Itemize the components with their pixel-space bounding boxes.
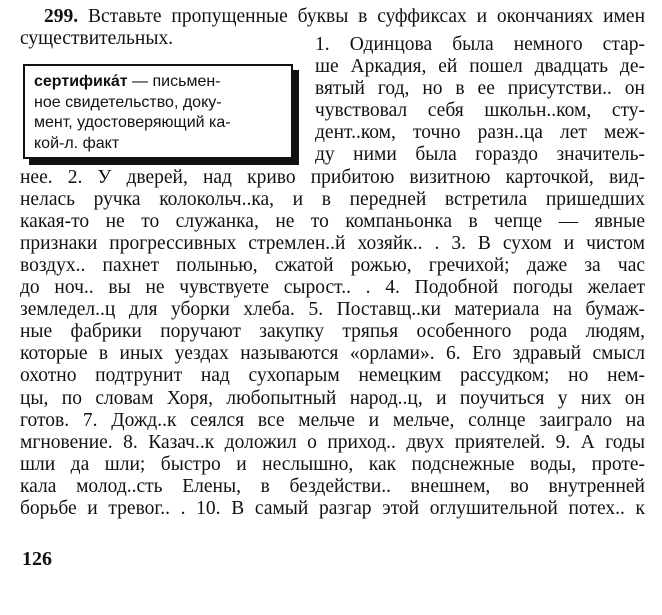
text-line: воздух.. пахнет полынью, сжатой рожью, гречихой; даже за час	[20, 254, 645, 276]
vocab-line	[34, 72, 283, 93]
text-line: нелась ручка колокольч..ка, и в передней встретила пришедших	[20, 188, 645, 210]
text-line: цы, по словам Хоря, любопытный народ..ц, и поучиться у них он	[20, 387, 645, 409]
vocab-definition-line: кой-л. факт	[34, 134, 120, 152]
text-line: до ноч.. вы не чувствуете сырост.. . 4. Подобной погоды желает	[20, 277, 645, 299]
text-line: ше Аркадия, ей пошел двадцать де-	[315, 56, 645, 78]
text-line: шли да шли; быстро и неслышно, как подснежные воды, проте-	[20, 453, 645, 475]
page-number: 126	[22, 548, 52, 570]
vocab-definition-line: письмен-	[152, 73, 221, 90]
vocab-dash: —	[127, 73, 153, 90]
vocab-definition-line: мент, удостоверяющий ка-	[34, 114, 231, 131]
task-number: 299.	[44, 6, 79, 27]
text-line: мгновение. 8. Казач..к доложил о приход.. двух приятелей. 9. А годы	[20, 431, 645, 453]
text-line: дент..ком, точно разн..ца лет меж-	[315, 122, 645, 144]
text-line: вятый год, но в ее присутстви.. он	[315, 78, 645, 100]
text-line: ные фабрики поручают закупку тряпья особенного рода людям,	[20, 321, 645, 343]
text-line: ду ними была гораздо значитель-	[315, 144, 645, 166]
text-line: признаки прогрессивных стремлен..й хозяйк.. . 3. В сухом и чистом	[20, 232, 645, 254]
vocab-term: сертифика́т	[34, 73, 128, 90]
text-line: готов. 7. Дожд..к сеялся все мельче и мельче, солнце заиграло на	[20, 409, 645, 431]
text-line: чувствовал себя школьн..ком, сту-	[315, 100, 645, 122]
text-line: которые в иных уездах называются «орлами». 6. Его здравый смысл	[20, 343, 645, 365]
text-line: борьбе и тревог.. . 10. В самый разгар этой оглушительной потех.. к	[20, 497, 645, 519]
text-line: какая-то не то служанка, не то компаньонка в чепце — явные	[20, 210, 645, 232]
text-line: нее. 2. У дверей, над криво прибитою визитною карточкой, вид-	[20, 166, 645, 188]
vocabulary-box	[23, 64, 293, 159]
text-line: 1. Одинцова была немного стар-	[315, 34, 645, 55]
text-line: земледел..ц для уборки хлеба. 5. Поставщ..ки материала на бумаж-	[20, 299, 645, 321]
vocab-definition-line: ное свидетельство, доку-	[34, 93, 222, 111]
text-line: кала молод..сть Елены, в бездействи.. внешнем, во внутренней	[20, 475, 645, 497]
task-instruction: Вставьте пропущенные буквы в суффиксах и окончаниях имен существительных.	[20, 6, 645, 49]
text-line: охотно подтрунит над сухопарым немецким рассудком; но нем-	[20, 365, 645, 387]
